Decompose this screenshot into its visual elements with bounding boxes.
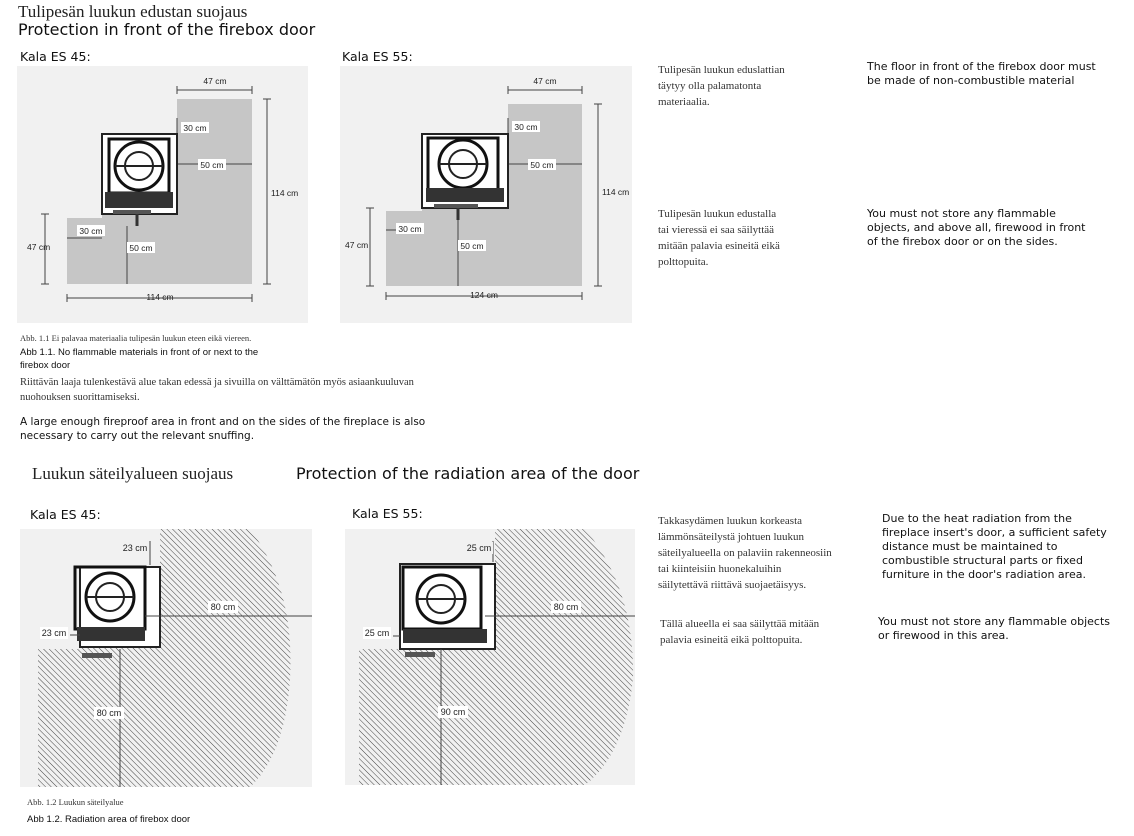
dim-top: 23 cm (122, 543, 148, 553)
model-label-es45-radiation: Kala ES 45: (30, 507, 101, 522)
dim-side: 23 cm (41, 628, 67, 638)
fireplace-insert-icon (102, 134, 177, 226)
dim-low-side: 30 cm (79, 226, 103, 236)
line: tai vieressä ei saa säilyttää (658, 224, 775, 236)
dim-low-side: 30 cm (398, 224, 422, 234)
line: or firewood in this area. (878, 629, 1009, 642)
note-en-line2: necessary to carry out the relevant snuffing. (20, 430, 255, 442)
line: objects, and above all, firewood in front (867, 221, 1086, 234)
line: säilytettävä riittävä suojaetäisyys. (658, 579, 807, 591)
dim-top: 25 cm (466, 543, 492, 553)
dim-right: 114 cm (271, 188, 299, 198)
line: täytyy olla palamatonta (658, 80, 762, 92)
section2-title-en: Protection of the radiation area of the door (296, 464, 640, 483)
side-text-fi-storage-radiation (660, 616, 819, 648)
side-text-en-radiation (882, 512, 1107, 582)
dim-bottom: 124 cm (470, 290, 498, 300)
model-label-es45: Kala ES 45: (20, 49, 91, 64)
dim-bottom: 114 cm (146, 292, 174, 302)
dim-inner-horizontal: 50 cm (200, 160, 224, 170)
line: You must not store any flammable objects (878, 615, 1111, 628)
dim-right: 80 cm (210, 602, 236, 612)
section2-title-fi: Luukun säteilyalueen suojaus (32, 464, 234, 483)
figure-caption-en-1a: Abb 1.1. No flammable materials in front of or next to the (20, 347, 259, 358)
side-text-en-floor (867, 60, 1096, 88)
dim-left: 47 cm (345, 240, 369, 250)
dim-inner-horizontal: 50 cm (530, 160, 554, 170)
line: mitään palavia esineitä eikä (658, 240, 780, 252)
dim-right: 114 cm (602, 187, 630, 197)
section1-title-en: Protection in front of the firebox door (18, 20, 316, 39)
dim-top: 47 cm (533, 76, 557, 86)
line: The floor in front of the firebox door must (867, 60, 1096, 73)
fireplace-insert-icon (75, 567, 160, 658)
note-en (20, 415, 425, 443)
fireplace-insert-icon (422, 134, 508, 220)
line: of the firebox door or on the sides. (867, 235, 1058, 248)
dim-low-front: 50 cm (129, 243, 153, 253)
note-fi (20, 375, 414, 405)
figure-caption-fi-2: Abb. 1.2 Luukun säteilyalue (27, 797, 124, 807)
side-text-fi-storage (658, 206, 780, 270)
side-text-en-storage (867, 207, 1086, 249)
radiation-diagram-es45 (20, 529, 312, 787)
radiation-diagram-es55-svg (345, 529, 635, 785)
line: combustible structural parts or fixed (882, 554, 1083, 567)
floor-diagram-es55 (340, 66, 632, 323)
line: You must not store any flammable (867, 207, 1056, 220)
model-label-es55: Kala ES 55: (342, 49, 413, 64)
line: materiaalia. (658, 96, 710, 108)
section1-title-fi: Tulipesän luukun edustan suojaus (18, 2, 248, 21)
line: polttopuita. (658, 256, 709, 268)
line: Takkasydämen luukun korkeasta (658, 515, 803, 527)
line: lämmönsäteilystä johtuen luukun (658, 531, 805, 543)
note-fi-line2: nuohouksen suorittamiseksi. (20, 392, 140, 403)
floor-diagram-es55-svg (340, 66, 632, 323)
dim-inner-vertical: 30 cm (514, 122, 538, 132)
dim-low-front: 50 cm (460, 241, 484, 251)
line: fireplace insert's door, a sufficient safety (882, 526, 1107, 539)
dim-top: 47 cm (203, 76, 227, 86)
floor-diagram-es45-svg (17, 66, 308, 323)
dim-right: 80 cm (553, 602, 579, 612)
dim-left: 47 cm (27, 242, 51, 252)
side-text-fi-radiation (658, 513, 832, 593)
radiation-diagram-es55 (345, 529, 635, 785)
model-label-es55-radiation: Kala ES 55: (352, 506, 423, 521)
side-text-en-storage-radiation (878, 615, 1110, 643)
dim-down: 80 cm (96, 708, 122, 718)
radiation-diagram-es45-svg (20, 529, 312, 787)
note-en-line1: A large enough fireproof area in front and on the sides of the fireplace is also (20, 416, 426, 428)
figure-caption-en-2: Abb 1.2. Radiation area of firebox door (27, 814, 191, 825)
line: tai kiinteisiin huonekaluihin (658, 563, 782, 575)
note-fi-line1: Riittävän laaja tulenkestävä alue takan edessä ja sivuilla on välttämätön myös asiaankuuluvan (20, 377, 414, 388)
line: be made of non-combustible material (867, 74, 1075, 87)
line: Tulipesän luukun eduslattian (658, 64, 785, 76)
line: Tulipesän luukun edustalla (658, 208, 777, 220)
dim-down: 90 cm (440, 707, 466, 717)
dim-side: 25 cm (364, 628, 390, 638)
side-text-fi-floor (658, 62, 785, 110)
line: Tällä alueella ei saa säilyttää mitään (660, 618, 820, 630)
floor-diagram-es45 (17, 66, 308, 323)
fireplace-insert-icon (400, 564, 495, 657)
line: distance must be maintained to (882, 540, 1058, 553)
figure-caption-en-1b: firebox door (20, 360, 71, 371)
dim-inner-vertical: 30 cm (183, 123, 207, 133)
line: säteilyalueella on palaviin rakenneosiin (658, 547, 832, 559)
line: Due to the heat radiation from the (882, 512, 1072, 525)
figure-caption-fi-1: Abb. 1.1 Ei palavaa materiaalia tulipesän luukun eteen eikä viereen. (20, 333, 252, 343)
line: palavia esineitä eikä polttopuita. (660, 634, 803, 646)
line: furniture in the door's radiation area. (882, 568, 1086, 581)
